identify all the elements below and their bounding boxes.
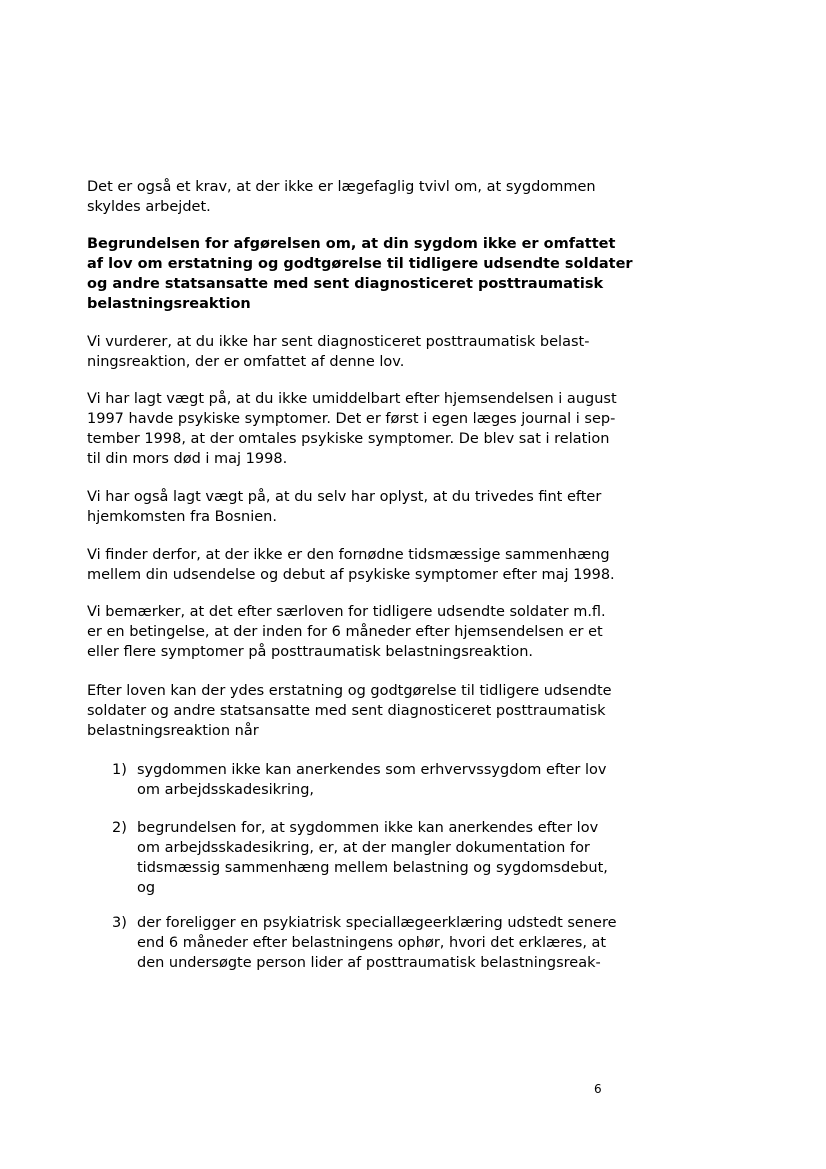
list-number: 1) [112, 762, 127, 778]
text-line: om arbejdsskadesikring, [137, 782, 315, 798]
heading-line: Begrundelsen for afgørelsen om, at din sygdom ikke er omfattet [87, 236, 616, 252]
text-line: Vi bemærker, at det efter særloven for tidligere udsendte soldater m.fl. [87, 604, 606, 620]
list-number: 2) [112, 820, 127, 836]
list-number: 3) [112, 915, 127, 931]
text-line: der foreligger en psykiatrisk speciallægeerklæring udstedt senere [137, 915, 617, 931]
text-line: tidsmæssig sammenhæng mellem belastning og sygdomsdebut, [137, 860, 608, 876]
paragraph [87, 332, 627, 372]
text-line: soldater og andre statsansatte med sent diagnosticeret posttraumatisk [87, 703, 606, 719]
text-line: og [137, 880, 156, 896]
text-line: Det er også et krav, at der ikke er lægefaglig tvivl om, at sygdommen [87, 179, 596, 195]
list-text [137, 913, 617, 973]
text-line: belastningsreaktion når [87, 723, 259, 739]
text-line: Vi har også lagt vægt på, at du selv har oplyst, at du trivedes fint efter [87, 489, 602, 505]
text-line: ningsreaktion, der er omfattet af denne lov. [87, 354, 405, 370]
text-line: hjemkomsten fra Bosnien. [87, 509, 277, 525]
paragraph [87, 602, 627, 662]
text-line: tember 1998, at der omtales psykiske symptomer. De blev sat i relation [87, 431, 610, 447]
text-line: mellem din udsendelse og debut af psykiske symptomer efter maj 1998. [87, 567, 615, 583]
heading-line: af lov om erstatning og godtgørelse til tidligere udsendte soldater [87, 256, 633, 272]
text-line: end 6 måneder efter belastningens ophør, hvori det erklæres, at [137, 935, 607, 951]
text-line: Vi har lagt vægt på, at du ikke umiddelbart efter hjemsendelsen i august [87, 391, 617, 407]
paragraph [87, 545, 627, 585]
section-heading [87, 234, 633, 314]
paragraph [87, 681, 627, 741]
paragraph [87, 487, 627, 527]
text-line: Vi vurderer, at du ikke har sent diagnosticeret posttraumatisk belast- [87, 334, 590, 350]
text-line: om arbejdsskadesikring, er, at der mangler dokumentation for [137, 840, 590, 856]
text-line: eller flere symptomer på posttraumatisk belastningsreaktion. [87, 644, 534, 660]
heading-line: belastningsreaktion [87, 296, 251, 312]
intro-paragraph [87, 177, 627, 217]
text-line: til din mors død i maj 1998. [87, 451, 288, 467]
text-line: begrundelsen for, at sygdommen ikke kan anerkendes efter lov [137, 820, 599, 836]
text-line: 1997 havde psykiske symptomer. Det er først i egen læges journal i sep- [87, 411, 616, 427]
text-line: Vi finder derfor, at der ikke er den fornødne tidsmæssige sammenhæng [87, 547, 610, 563]
page-number: 6 [594, 1082, 602, 1096]
heading-line: og andre statsansatte med sent diagnosticeret posttraumatisk [87, 276, 604, 292]
list-text [137, 818, 608, 898]
text-line: Efter loven kan der ydes erstatning og godtgørelse til tidligere udsendte [87, 683, 612, 699]
list-text [137, 760, 606, 800]
paragraph [87, 389, 627, 469]
text-line: er en betingelse, at der inden for 6 måneder efter hjemsendelsen er et [87, 624, 603, 640]
text-line: skyldes arbejdet. [87, 199, 211, 215]
text-line: sygdommen ikke kan anerkendes som erhvervssygdom efter lov [137, 762, 607, 778]
text-line: den undersøgte person lider af posttraumatisk belastningsreak- [137, 955, 601, 971]
